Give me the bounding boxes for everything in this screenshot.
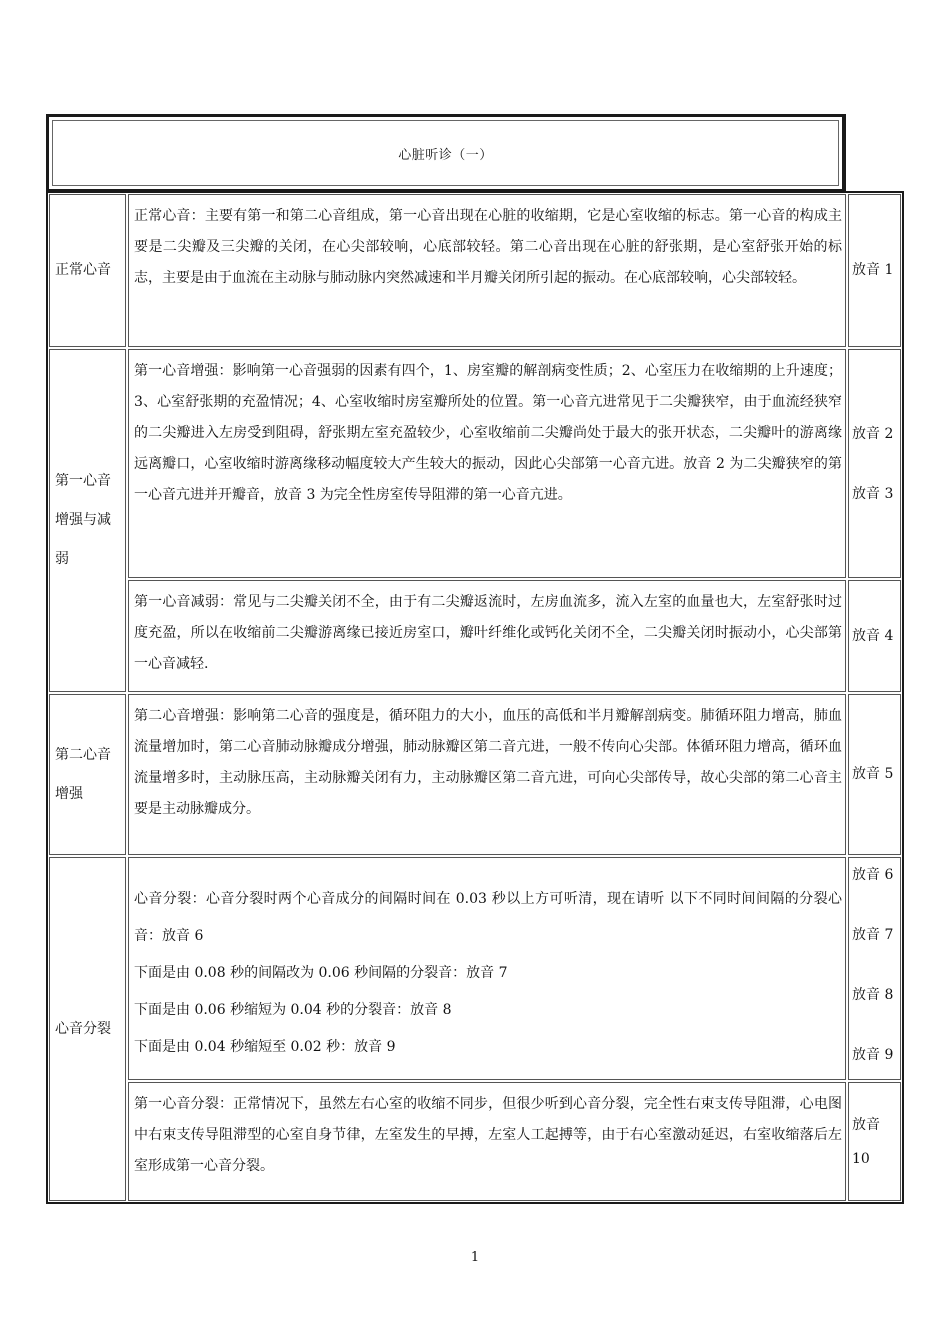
audio-label[interactable]: 放音 8: [852, 986, 894, 1003]
audio-label[interactable]: 放音 5: [852, 766, 894, 782]
row-label-first-heart-sound: [49, 349, 126, 692]
audio-label[interactable]: 放音 7: [852, 926, 894, 943]
content-line: 心音分裂：心音分裂时两个心音成分的间隔时间在 0.03 秒以上方可听清，现在请听 以下不同时间间隔的分裂心音：放音 6: [134, 891, 842, 944]
row-content-first-sound-enhanced: [128, 349, 846, 578]
audio-label[interactable]: 放音 6: [852, 866, 894, 883]
row-content-splitting-intervals: [128, 857, 846, 1080]
row-content-normal-heart-sound: [128, 194, 846, 347]
row-label-heart-sound-splitting: [49, 857, 126, 1201]
row-label-text: 正常心音: [55, 262, 111, 278]
table-title-box: [46, 114, 846, 192]
row-content-second-sound-enhanced: [128, 694, 846, 855]
audio-cell-2-3: [848, 349, 901, 578]
row-label-text: 第二心音增强: [55, 746, 111, 802]
row-label-text: 第一心音增强与减弱: [55, 473, 111, 567]
audio-label[interactable]: 放音 3: [852, 485, 894, 502]
page-number: 1: [470, 1250, 480, 1265]
audio-label[interactable]: 放音 1: [852, 262, 894, 278]
row-content-first-sound-weakened: [128, 580, 846, 692]
row-label-normal-heart-sound: [49, 194, 126, 347]
row-content-first-sound-splitting: [128, 1082, 846, 1201]
content-text: 第一心音分裂：正常情况下，虽然左右心室的收缩不同步，但很少听到心音分裂，完全性右束支传导阻滞，心电图中右束支传导阻滞型的心室自身节律，左室发生的早搏，左室人工起搏等，由于右心室激动延迟，右室收缩落后左室形成第一心音分裂。: [134, 1096, 842, 1174]
audio-label[interactable]: 放音 9: [852, 1046, 894, 1063]
audio-cell-10: [848, 1082, 901, 1201]
content-text: 第二心音增强：影响第二心音的强度是，循环阻力的大小，血压的高低和半月瓣解剖病变。肺循环阻力增高，肺血流量增加时，第二心音肺动脉瓣成分增强，肺动脉瓣区第二音亢进，一般不传向心尖部。体循环阻力增高，循环血流量增多时，主动脉压高，主动脉瓣关闭有力，主动脉瓣区第二音亢进，可向心尖部传导，故心尖部的第二心音主要是主动脉瓣成分。: [134, 708, 842, 817]
row-label-second-heart-sound: [49, 694, 126, 855]
table-title-inner: [52, 120, 839, 186]
audio-cell-6-9: [848, 857, 901, 1080]
audio-label[interactable]: 放音 10: [852, 1116, 880, 1167]
audio-cell-5: [848, 694, 901, 855]
content-line: 下面是由 0.04 秒缩短至 0.02 秒：放音 9: [134, 1039, 396, 1055]
content-text: 第一心音增强：影响第一心音强弱的因素有四个，1、房室瓣的解剖病变性质；2、心室压力在收缩期的上升速度；3、心室舒张期的充盈情况；4、心室收缩时房室瓣所处的位置。第一心音亢进常见于二尖瓣狭窄，由于血流经狭窄的二尖瓣进入左房受到阻碍，舒张期左室充盈较少，心室收缩前二尖瓣尚处于最大的张开状态，二尖瓣叶的游离缘远离瓣口，心室收缩时游离缘移动幅度较大产生较大的振动，因此心尖部第一心音亢进。放音 2 为二尖瓣狭窄的第一心音亢进并开瓣音，放音 3 为完全性房室传导阻滞的第一心音亢进。: [134, 363, 842, 503]
row-label-text: 心音分裂: [55, 1020, 111, 1037]
content-line: 下面是由 0.08 秒的间隔改为 0.06 秒间隔的分裂音：放音 7: [134, 965, 508, 981]
content-line: 下面是由 0.06 秒缩短为 0.04 秒的分裂音：放音 8: [134, 1002, 452, 1018]
audio-cell-4: [848, 580, 901, 692]
audio-label[interactable]: 放音 2: [852, 425, 894, 442]
page-title: 心脏听诊（一）: [398, 147, 493, 163]
content-text: 第一心音减弱：常见与二尖瓣关闭不全，由于有二尖瓣返流时，左房血流多，流入左室的血量也大，左室舒张时过度充盈，所以在收缩前二尖瓣游离缘已接近房室口，瓣叶纤维化或钙化关闭不全，二尖瓣关闭时振动小，心尖部第一心音减轻.: [134, 594, 842, 672]
content-text: 正常心音：主要有第一和第二心音组成，第一心音出现在心脏的收缩期，它是心室收缩的标志。第一心音的构成主要是二尖瓣及三尖瓣的关闭，在心尖部较响，心底部较轻。第二心音出现在心脏的舒张期，是心室舒张开始的标志，主要是由于血流在主动脉与肺动脉内突然减速和半月瓣关闭所引起的振动。在心底部较响，心尖部较轻。: [134, 208, 842, 286]
audio-label[interactable]: 放音 4: [852, 627, 894, 644]
audio-cell-1: [848, 194, 901, 347]
